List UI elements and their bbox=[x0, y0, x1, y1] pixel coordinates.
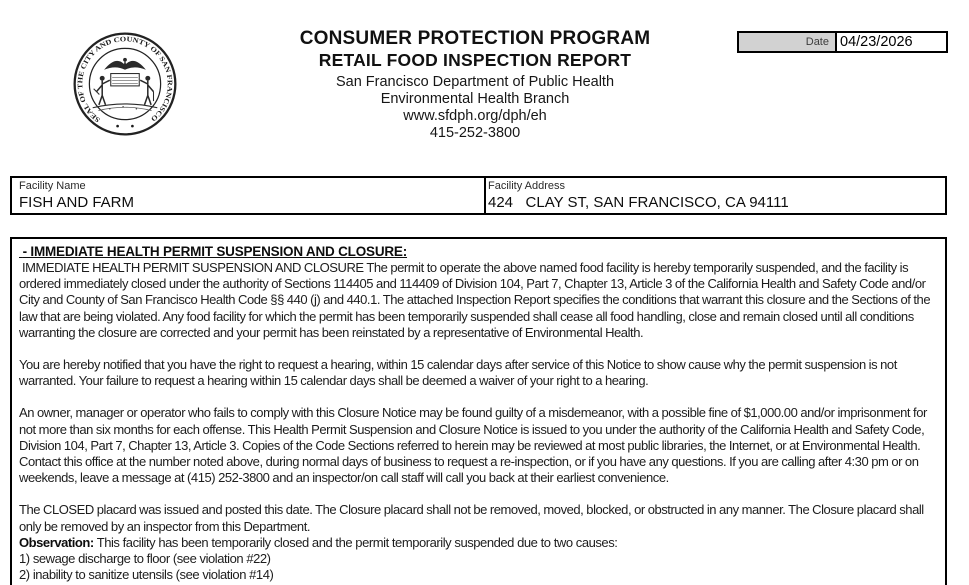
facility-name-value: FISH AND FARM bbox=[19, 194, 135, 211]
facility-address-cell bbox=[486, 178, 945, 213]
closure-paragraph-1: IMMEDIATE HEALTH PERMIT SUSPENSION AND CLOSURE The permit to operate the above named food facility is hereby temporarily suspended, and the facility is ordered immediately closed under the authority of Sections 114405 and 114409 of Division 104, Part 7, Chapter 13, Article 3 of the California Health and Safety Code and/or City and County of San Francisco Health Code §§ 440 (j) and 440.1. The attached Inspection Report specifies the conditions that warrant this closure and the Sections of the law that are being violated. Any food facility for which the permit has been temporarily suspended shall cease all food handling, close and remain closed until all conditions warranting the closure are corrected and your permit has been reinstated by a representative of Environmental Health. bbox=[19, 260, 934, 340]
date-field bbox=[737, 31, 948, 53]
department-name: San Francisco Department of Public Health bbox=[335, 74, 615, 90]
cause-line-2: 2) inability to sanitize utensils (see violation #14) bbox=[19, 567, 274, 583]
facility-address-value: 424 CLAY ST, SAN FRANCISCO, CA 94111 bbox=[488, 194, 789, 211]
closure-paragraph-4: The CLOSED placard was issued and posted this date. The Closure placard shall not be removed, moved, blocked, or obstructed in any manner. The Closure placard shall only be removed by an inspector from this Department. bbox=[19, 502, 927, 534]
closure-paragraph-3: An owner, manager or operator who fails to comply with this Closure Notice may be found guilty of a misdemeanor, with a possible fine of $1,000.00 and/or imprisonment for not more than six months for each offense. This Health Permit Suspension and Closure Notice is issued to you under the authority of the California Health and Safety Code, Division 104, Part 7, Chapter 13, Article 3. Copies of the Code Sections referred to herein may be reviewed at most public libraries, the Internet, or at Environmental Health. Contact this office at the number noted above, during normal days of business to request a re-inspection, or if you have any questions. If you are calling after 4:30 pm or on weekends, leave a message at (415) 252-3800 and an inspector/on call staff will call you back at their earliest convenience. bbox=[19, 405, 930, 486]
branch-name: Environmental Health Branch bbox=[380, 91, 570, 107]
observation-line bbox=[19, 535, 938, 551]
observation-text: This facility has been temporarily closed and the permit temporarily suspended due to two causes: bbox=[93, 534, 618, 550]
website-url: www.sfdph.org/dph/eh bbox=[403, 108, 547, 124]
cause-line-1: 1) sewage discharge to floor (see violation #22) bbox=[19, 551, 271, 567]
observation-label: Observation: bbox=[19, 534, 94, 550]
closure-notice-heading: - IMMEDIATE HEALTH PERMIT SUSPENSION AND CLOSURE: bbox=[19, 244, 408, 259]
seal-ring-text: SEAL OF THE CITY AND COUNTY OF SAN FRANCISCO bbox=[76, 35, 174, 124]
facility-address-label: Facility Address bbox=[488, 180, 566, 192]
closure-notice-box bbox=[10, 237, 947, 585]
facility-name-cell bbox=[12, 178, 486, 213]
date-input[interactable]: 04/23/2026 bbox=[840, 34, 913, 50]
program-title: CONSUMER PROTECTION PROGRAM bbox=[299, 28, 651, 49]
facility-name-label: Facility Name bbox=[19, 180, 86, 192]
phone-number: 415-252-3800 bbox=[429, 125, 521, 141]
report-title: RETAIL FOOD INSPECTION REPORT bbox=[318, 50, 632, 70]
facility-info-row bbox=[10, 176, 947, 215]
closure-paragraph-2: You are hereby notified that you have the right to request a hearing, within 15 calendar days after service of this Notice to show cause why the permit suspension is not warranted. Your failure to request a hearing within 15 calendar days shall be deemed a waiver of your right to a hearing. bbox=[19, 357, 900, 389]
date-label: Date bbox=[739, 33, 837, 51]
